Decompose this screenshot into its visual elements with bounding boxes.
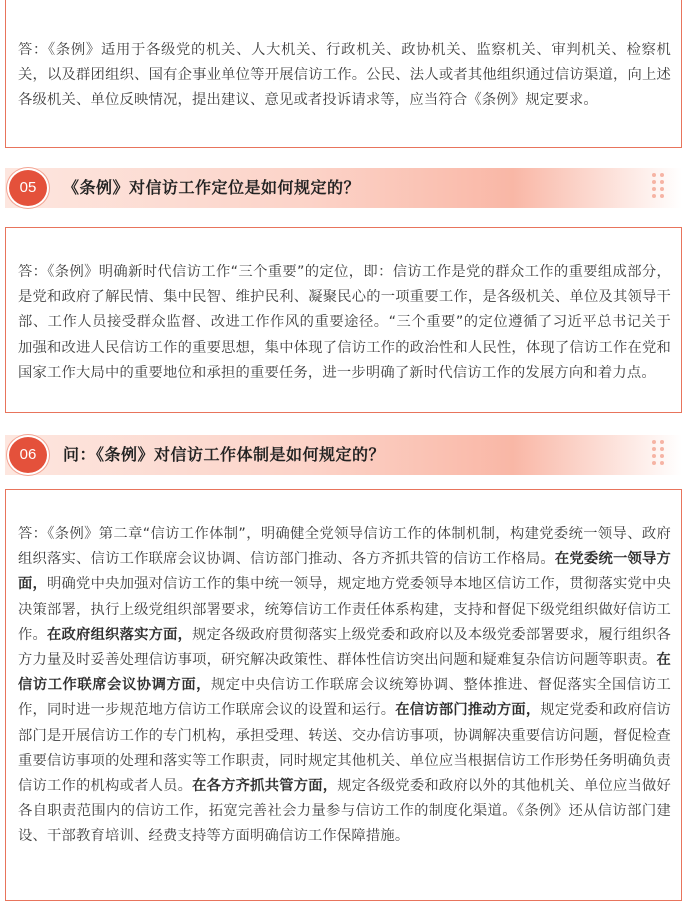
answer-part: 规定中央信访工作联席会议统筹协调、整体推进、督促落实全国信访工作，同时进一步规范地方信访工作联席会议的设置和运行。 <box>18 677 671 719</box>
answer-heading: 在信访工作联席会议协调方面， <box>18 652 671 694</box>
question-header-06 <box>5 435 682 475</box>
question-number-badge: 06 <box>7 435 49 475</box>
question-title: 《条例》对信访工作定位是如何规定的？ <box>63 178 361 197</box>
question-title: 问：《条例》对信访工作体制是如何规定的？ <box>63 445 386 464</box>
answer-text-06 <box>18 522 671 850</box>
answer-heading: 在党委统一领导方面， <box>18 551 671 593</box>
question-number-badge: 05 <box>7 168 49 208</box>
answer-box-06 <box>5 489 682 901</box>
answer-text-05: 答：《条例》明确新时代信访工作“三个重要”的定位，即：信访工作是党的群众工作的重要组成部分，是党和政府了解民情、集中民智、维护民利、凝聚民心的一项重要工作，是各级机关、单位及其领导干部、工作人员接受群众监督、改进工作作风的重要途径。“三个重要”的定位遵循了习近平总书记关于加强和改进人民信访工作的重要思想，集中体现了信访工作的政治性和人民性，体现了信访工作在党和国家工作大局中的重要地位和承担的重要任务，进一步明确了新时代信访工作的发展方向和着力点。 <box>18 264 671 381</box>
answer-heading: 在政府组织落实方面， <box>47 626 193 643</box>
answer-heading: 在信访部门推动方面， <box>395 702 541 719</box>
answer-box-05 <box>5 227 682 413</box>
answer-heading: 在各方齐抓共管方面， <box>192 778 338 795</box>
answer-part: 规定各级党委和政府以外的其他机关、单位应当做好各自职责范围内的信访工作，拓宽完善社会力量参与信访工作的制度化渠道。《条例》还从信访部门建设、干部教育培训、经费支持等方面明确信访工作保障措施。 <box>18 778 672 845</box>
question-header-05 <box>5 168 682 208</box>
answer-box-04 <box>5 0 682 148</box>
answer-part: 答：《条例》第二章“信访工作体制”，明确健全党领导信访工作的体制机制，构建党委统一领导、政府组织落实、信访工作联席会议协调、信访部门推动、各方齐抓共管的信访工作格局。 <box>18 526 671 568</box>
dots-decoration-icon <box>652 440 668 470</box>
dots-decoration-icon <box>652 173 668 203</box>
answer-text-04: 答：《条例》适用于各级党的机关、人大机关、行政机关、政协机关、监察机关、审判机关、检察机关，以及群团组织、国有企事业单位等开展信访工作。公民、法人或者其他组织通过信访渠道，向上述各级机关、单位反映情况，提出建议、意见或者投诉请求等，应当符合《条例》规定要求。 <box>18 42 671 109</box>
answer-part: 规定各级政府贯彻落实上级党委和政府以及本级党委部署要求，履行组织各方力量及时妥善处理信访事项，研究解决政策性、群体性信访突出问题和疑难复杂信访问题等职责。 <box>18 626 672 669</box>
answer-part: 规定党委和政府信访部门是开展信访工作的专门机构，承担受理、转送、交办信访事项，协调解决重要信访问题，督促检查重要信访事项的处理和落实等工作职责，同时规定其他机关、单位应当根据信访工作形势任务明确负责信访工作的机构或者人员。 <box>18 702 672 795</box>
answer-part: 明确党中央加强对信访工作的集中统一领导，规定地方党委领导本地区信访工作，贯彻落实党中央决策部署，执行上级党组织部署要求，统筹信访工作责任体系构建，支持和督促下级党组织做好信访工作。 <box>18 576 671 643</box>
